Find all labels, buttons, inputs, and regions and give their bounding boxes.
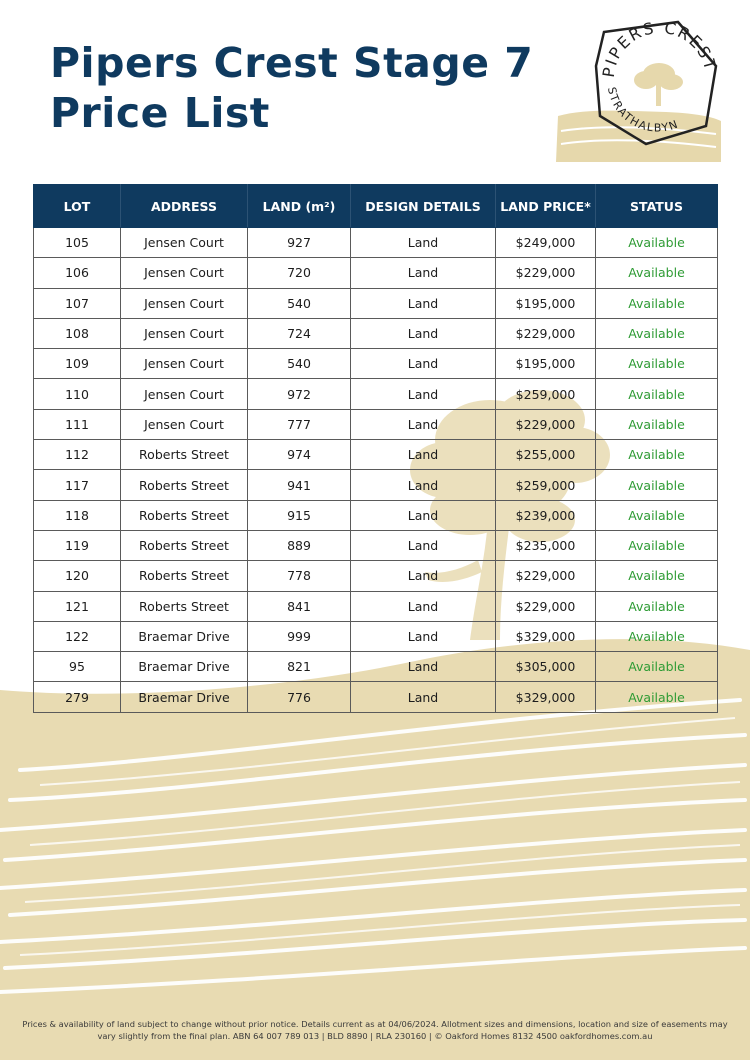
cell-address: Roberts Street (121, 530, 248, 560)
cell-design-details: Land (351, 288, 496, 318)
cell-address: Jensen Court (121, 409, 248, 439)
cell-status: Available (596, 621, 718, 651)
cell-land: 927 (248, 228, 351, 258)
cell-land: 821 (248, 652, 351, 682)
cell-land: 778 (248, 561, 351, 591)
cell-land-price: $235,000 (496, 530, 596, 560)
cell-land: 540 (248, 349, 351, 379)
cell-address: Jensen Court (121, 349, 248, 379)
cell-land: 540 (248, 288, 351, 318)
cell-design-details: Land (351, 349, 496, 379)
cell-address: Roberts Street (121, 561, 248, 591)
cell-lot: 117 (34, 470, 121, 500)
cell-address: Braemar Drive (121, 682, 248, 712)
cell-address: Braemar Drive (121, 621, 248, 651)
logo-bottom-text: STRATHALBYN (604, 85, 681, 135)
table-row (34, 379, 718, 409)
cell-land: 889 (248, 530, 351, 560)
cell-lot: 95 (34, 652, 121, 682)
cell-land-price: $329,000 (496, 682, 596, 712)
cell-land: 777 (248, 409, 351, 439)
cell-land-price: $249,000 (496, 228, 596, 258)
page-title (50, 38, 533, 138)
cell-design-details: Land (351, 379, 496, 409)
cell-lot: 118 (34, 500, 121, 530)
cell-land-price: $259,000 (496, 379, 596, 409)
cell-status: Available (596, 379, 718, 409)
cell-address: Jensen Court (121, 318, 248, 348)
cell-status: Available (596, 470, 718, 500)
cell-design-details: Land (351, 500, 496, 530)
cell-design-details: Land (351, 530, 496, 560)
cell-land-price: $255,000 (496, 440, 596, 470)
disclaimer-line-2: vary slightly from the final plan. ABN 64 007 789 013 | BLD 8890 | RLA 230160 | © Oakford Homes 8132 4500 oakfordhomes.com.au (97, 1031, 653, 1041)
cell-lot: 106 (34, 258, 121, 288)
cell-address: Jensen Court (121, 288, 248, 318)
cell-lot: 279 (34, 682, 121, 712)
cell-address: Roberts Street (121, 591, 248, 621)
cell-lot: 111 (34, 409, 121, 439)
header-status: STATUS (596, 185, 718, 228)
cell-design-details: Land (351, 258, 496, 288)
table-row (34, 288, 718, 318)
table-row (34, 652, 718, 682)
cell-address: Jensen Court (121, 228, 248, 258)
cell-design-details: Land (351, 561, 496, 591)
cell-design-details: Land (351, 470, 496, 500)
cell-lot: 122 (34, 621, 121, 651)
cell-address: Roberts Street (121, 500, 248, 530)
cell-lot: 120 (34, 561, 121, 591)
cell-lot: 108 (34, 318, 121, 348)
cell-address: Braemar Drive (121, 652, 248, 682)
cell-lot: 119 (34, 530, 121, 560)
cell-status: Available (596, 258, 718, 288)
header-address: ADDRESS (121, 185, 248, 228)
cell-land: 841 (248, 591, 351, 621)
table-header-row (34, 185, 718, 228)
cell-status: Available (596, 318, 718, 348)
cell-address: Roberts Street (121, 440, 248, 470)
pipers-crest-logo (556, 16, 722, 162)
cell-land-price: $195,000 (496, 349, 596, 379)
cell-status: Available (596, 349, 718, 379)
cell-design-details: Land (351, 440, 496, 470)
cell-design-details: Land (351, 652, 496, 682)
cell-land-price: $195,000 (496, 288, 596, 318)
table-row (34, 409, 718, 439)
cell-status: Available (596, 228, 718, 258)
cell-lot: 110 (34, 379, 121, 409)
header-design-details: DESIGN DETAILS (351, 185, 496, 228)
page-title-line-1: Pipers Crest Stage 7 (50, 39, 534, 87)
cell-design-details: Land (351, 228, 496, 258)
table-row (34, 440, 718, 470)
cell-status: Available (596, 440, 718, 470)
cell-design-details: Land (351, 318, 496, 348)
table-row (34, 621, 718, 651)
cell-land: 999 (248, 621, 351, 651)
logo-top-text: PIPERS CREST (598, 18, 721, 79)
cell-land: 974 (248, 440, 351, 470)
cell-land-price: $229,000 (496, 591, 596, 621)
table-row (34, 682, 718, 712)
cell-lot: 107 (34, 288, 121, 318)
cell-land-price: $229,000 (496, 561, 596, 591)
cell-status: Available (596, 682, 718, 712)
cell-lot: 105 (34, 228, 121, 258)
page-title-line-2: Price List (50, 89, 270, 137)
price-list-table (33, 184, 718, 713)
table-row (34, 500, 718, 530)
cell-land: 972 (248, 379, 351, 409)
cell-lot: 121 (34, 591, 121, 621)
cell-land-price: $329,000 (496, 621, 596, 651)
table-row (34, 318, 718, 348)
cell-design-details: Land (351, 621, 496, 651)
cell-address: Jensen Court (121, 379, 248, 409)
cell-land: 724 (248, 318, 351, 348)
table-row (34, 530, 718, 560)
table-row (34, 591, 718, 621)
cell-land-price: $305,000 (496, 652, 596, 682)
cell-status: Available (596, 530, 718, 560)
cell-land: 915 (248, 500, 351, 530)
header-land: LAND (m²) (248, 185, 351, 228)
cell-lot: 109 (34, 349, 121, 379)
cell-land: 720 (248, 258, 351, 288)
header-lot: LOT (34, 185, 121, 228)
cell-status: Available (596, 561, 718, 591)
table-row (34, 561, 718, 591)
cell-land-price: $229,000 (496, 318, 596, 348)
cell-land-price: $259,000 (496, 470, 596, 500)
cell-land-price: $229,000 (496, 258, 596, 288)
cell-land-price: $229,000 (496, 409, 596, 439)
cell-status: Available (596, 409, 718, 439)
cell-design-details: Land (351, 682, 496, 712)
cell-design-details: Land (351, 591, 496, 621)
cell-land: 941 (248, 470, 351, 500)
table-row (34, 258, 718, 288)
disclaimer-line-1: Prices & availability of land subject to change without prior notice. Details current as at 04/06/2024. Allotment sizes and dimensions, location and size of easements may (22, 1019, 728, 1029)
header-land-price: LAND PRICE* (496, 185, 596, 228)
cell-address: Jensen Court (121, 258, 248, 288)
cell-land-price: $239,000 (496, 500, 596, 530)
cell-status: Available (596, 500, 718, 530)
table-row (34, 349, 718, 379)
cell-status: Available (596, 288, 718, 318)
cell-lot: 112 (34, 440, 121, 470)
table-row (34, 228, 718, 258)
cell-status: Available (596, 591, 718, 621)
cell-land: 776 (248, 682, 351, 712)
cell-design-details: Land (351, 409, 496, 439)
cell-address: Roberts Street (121, 470, 248, 500)
cell-status: Available (596, 652, 718, 682)
disclaimer-footer (0, 1018, 750, 1042)
table-row (34, 470, 718, 500)
